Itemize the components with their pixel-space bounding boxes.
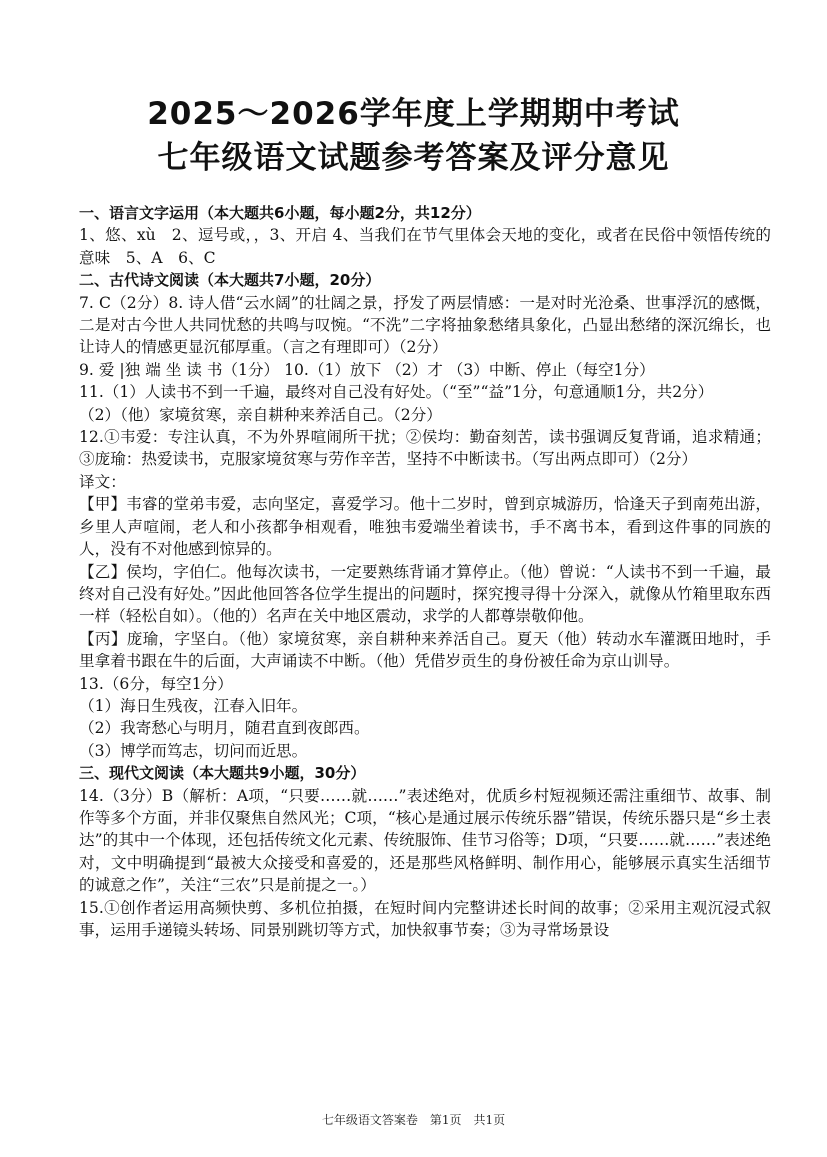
translation-bing: 【丙】庞瑜，字坚白。（他）家境贫寒，亲自耕种来养活自己。夏天（他）转动水车灌溉田地时，手里拿着书跟在牛的后面，大声诵读不中断。（他）凭借岁贡生的身份被任命为京山训导。 (79, 629, 771, 671)
section-heading-2: 二、古代诗文阅读（本大题共7小题，20分） (79, 271, 381, 290)
page-footer: 七年级语文答案卷 第1页 共1页 (321, 1113, 506, 1127)
answer-7-8: 7. C（2分）8. 诗人借“云水阔”的壮阔之景，抒发了两层情感：一是对时光沧桑、世事浮沉的感慨，二是对古今世人共同忧愁的共鸣与叹惋。“不洗”二字将抽象愁绪具象化，凸显出愁绪的深沉绵长，也让诗人的情感更显沉郁厚重。（言之有理即可）（2分） (79, 293, 771, 357)
answer-13: 13.（6分，每空1分） (79, 674, 233, 693)
title-line-2: 七年级语文试题参考答案及评分意见 (157, 140, 670, 176)
answer-13-3: （3）博学而笃志，切问而近思。 (79, 741, 308, 760)
translation-yi: 【乙】侯均，字伯仁。他每次读书，一定要熟练背诵才算停止。（他）曾说：“人读书不到一千遍，最终对自己没有好处。”因此他回答各位学生提出的问题时，探究搜寻得十分深入，就像从竹箱里取东西一样（轻松自如）。（他的）名声在关中地区震动，求学的人都尊崇敬仰他。 (79, 562, 771, 626)
translation-jia: 【甲】韦睿的堂弟韦爱，志向坚定，喜爱学习。他十二岁时，曾到京城游历，恰逢天子到南苑出游，乡里人声喧闹，老人和小孩都争相观看，唯独韦爱端坐着读书，手不离书本，看到这件事的同族的人，没有不对他感到惊异的。 (79, 495, 771, 559)
title-line-1: 2025～2026学年度上学期期中考试 (147, 96, 680, 132)
answer-13-2: （2）我寄愁心与明月，随君直到夜郎西。 (79, 719, 370, 738)
answer-body (79, 202, 771, 941)
answer-9-10: 9. 爱 |独 端 坐 读 书（1分） 10.（1）放下 （2）才 （3）中断、停止（每空1分） (79, 360, 655, 379)
section-heading-3: 三、现代文阅读（本大题共9小题，30分） (79, 764, 366, 783)
translation-label: 译文： (79, 472, 126, 491)
answer-1-6: 1、悠、xù 2、逗号或，，3、开启 4、当我们在节气里体会天地的变化，或者在民俗中领悟传统的意味 5、A 6、C (79, 226, 771, 267)
section-heading-1: 一、语言文字运用（本大题共6小题，每小题2分，共12分） (79, 204, 481, 222)
answer-11-1: 11.（1）人读书不到一千遍，最终对自己没有好处。（“至”“益”1分，句意通顺1分，共2分） (79, 383, 714, 402)
answer-12: 12.①韦爱：专注认真，不为外界喧闹所干扰；②侯均：勤奋刻苦，读书强调反复背诵，追求精通；③庞瑜：热爱读书，克服家境贫寒与劳作辛苦，坚持不中断读书。（写出两点即可）（2分） (79, 428, 771, 469)
answer-15: 15.①创作者运用高频快剪、多机位拍摄，在短时间内完整讲述长时间的故事；②采用主观沉浸式叙事，运用手递镜头转场、同景别跳切等方式，加快叙事节奏；③为寻常场景设 (79, 898, 771, 939)
answer-11-2: （2）（他）家境贫寒，亲自耕种来养活自己。（2分） (79, 405, 442, 424)
answer-13-1: （1）海日生残夜，江春入旧年。 (79, 696, 308, 715)
answer-14: 14.（3分）B（解析：A项，“只要……就……”表述绝对，优质乡村短视频还需注重细节、故事、制作等多个方面，并非仅聚焦自然风光；C项，“核心是通过展示传统乐器”错误，传统乐器只是“乡土表达”的其中一个体现，还包括传统文化元素、传统服饰、佳节习俗等；D项，“只要……就……”表述绝对，文中明确提到“最被大众接受和喜爱的，还是那些风格鲜明、制作用心，能够展示真实生活细节的诚意之作”，关注“三农”只是前提之一。） (79, 786, 771, 895)
